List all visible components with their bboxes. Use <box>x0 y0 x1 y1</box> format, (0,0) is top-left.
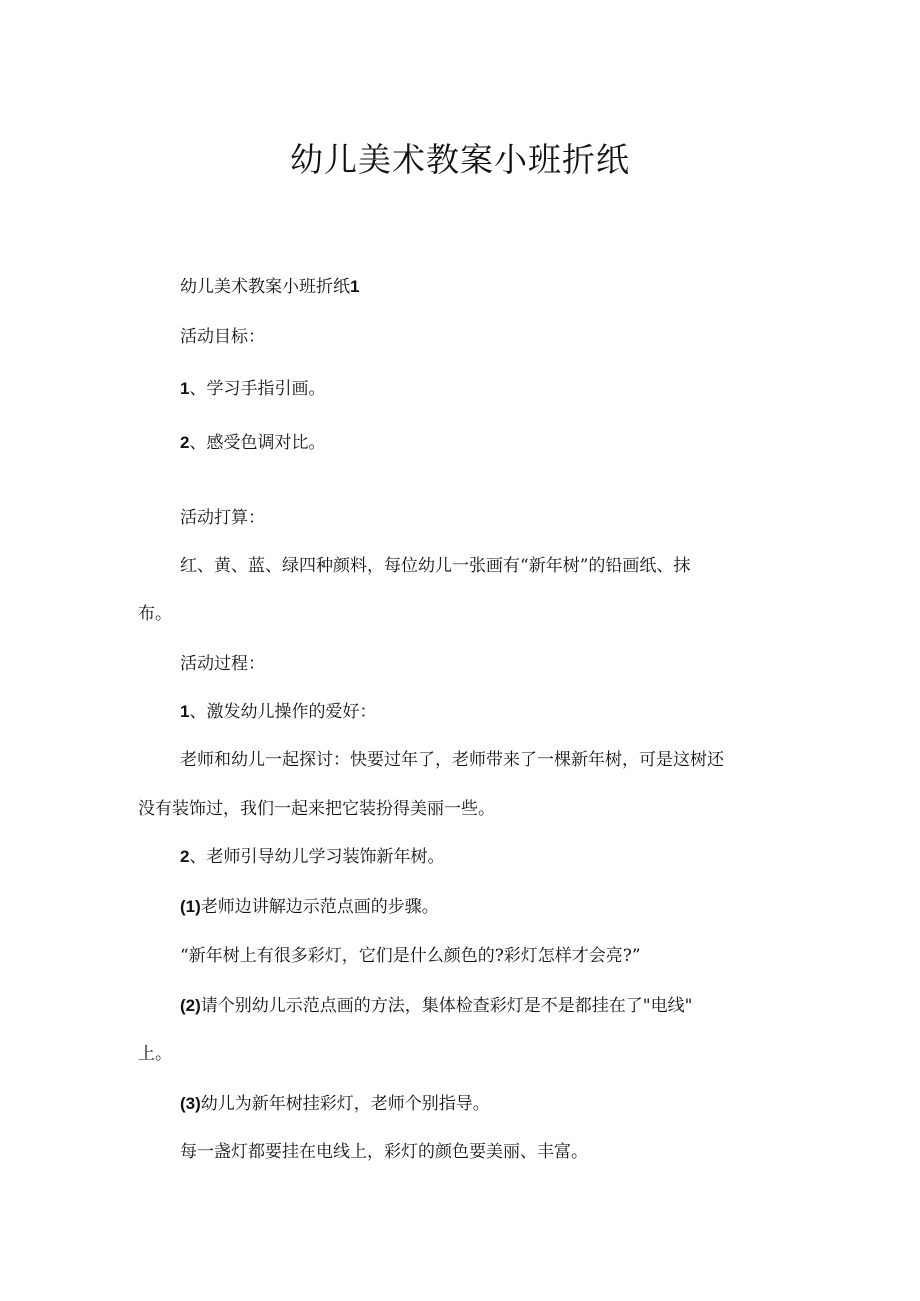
process-step-2-number: 2 <box>180 847 190 866</box>
process-paragraph-line-1 <box>180 748 724 772</box>
sub-step-2-continuation <box>138 1042 172 1066</box>
process-step-1-text: 、激发幼儿操作的爱好： <box>189 702 377 722</box>
process-paragraph-text-2: 没有装饰过，我们一起来把它装扮得美丽一些。 <box>138 799 495 819</box>
process-paragraph-line-2 <box>138 797 495 821</box>
goal-item-1 <box>180 377 325 401</box>
process-step-1 <box>180 700 376 724</box>
sub-step-1 <box>180 895 439 919</box>
closing-text: 每一盏灯都要挂在电线上，彩灯的颜色要美丽、丰富。 <box>180 1142 588 1162</box>
preparation-paragraph-line-2 <box>138 602 172 626</box>
preparation-paragraph-line-1 <box>180 554 690 578</box>
sub-step-3-text: 幼儿为新年树挂彩灯，老师个别指导。 <box>200 1094 490 1114</box>
sub-step-2-text: 请个别幼儿示范点画的方法，集体检查彩灯是不是都挂在了"电线" <box>200 996 693 1016</box>
document-title: 幼儿美术教案小班折纸 <box>290 140 630 179</box>
quote-line <box>180 944 641 968</box>
sub-step-3-number: (3) <box>180 1094 201 1113</box>
preparation-text-2: 布。 <box>138 604 172 624</box>
sub-step-1-text: 老师边讲解边示范点画的步骤。 <box>200 897 439 917</box>
preparation-heading-text: 活动打算： <box>180 508 265 528</box>
process-heading-text: 活动过程： <box>180 654 265 674</box>
sub-step-1-number: (1) <box>180 897 201 916</box>
goal-item-2-number: 2 <box>180 433 190 452</box>
process-step-2-text: 、老师引导幼儿学习装饰新年树。 <box>189 847 445 867</box>
quote-text: “新年树上有很多彩灯，它们是什么颜色的?彩灯怎样才会亮?” <box>180 946 641 966</box>
goal-item-1-text: 、学习手指引画。 <box>189 379 326 399</box>
sub-step-2-number: (2) <box>180 996 201 1015</box>
goal-item-2-text: 、感受色调对比。 <box>189 433 326 453</box>
sub-step-2-continuation-text: 上。 <box>138 1044 172 1064</box>
sub-step-3 <box>180 1092 490 1116</box>
goals-heading-text: 活动目标： <box>180 327 265 347</box>
closing-line <box>180 1140 588 1164</box>
process-step-2 <box>180 845 444 869</box>
sub-step-2 <box>180 994 692 1018</box>
goals-heading <box>180 325 265 349</box>
process-step-1-number: 1 <box>180 702 190 721</box>
section-heading <box>180 275 359 299</box>
goal-item-1-number: 1 <box>180 379 190 398</box>
goal-item-2 <box>180 431 325 455</box>
process-heading <box>180 652 265 676</box>
preparation-heading <box>180 506 265 530</box>
section-heading-number: 1 <box>350 277 360 296</box>
process-paragraph-text-1: 老师和幼儿一起探讨：快要过年了，老师带来了一棵新年树，可是这树还 <box>180 750 724 770</box>
preparation-text-1: 红、黄、蓝、绿四种颜料，每位幼儿一张画有“新年树”的铅画纸、抹 <box>180 556 691 576</box>
section-heading-text: 幼儿美术教案小班折纸 <box>180 277 350 297</box>
